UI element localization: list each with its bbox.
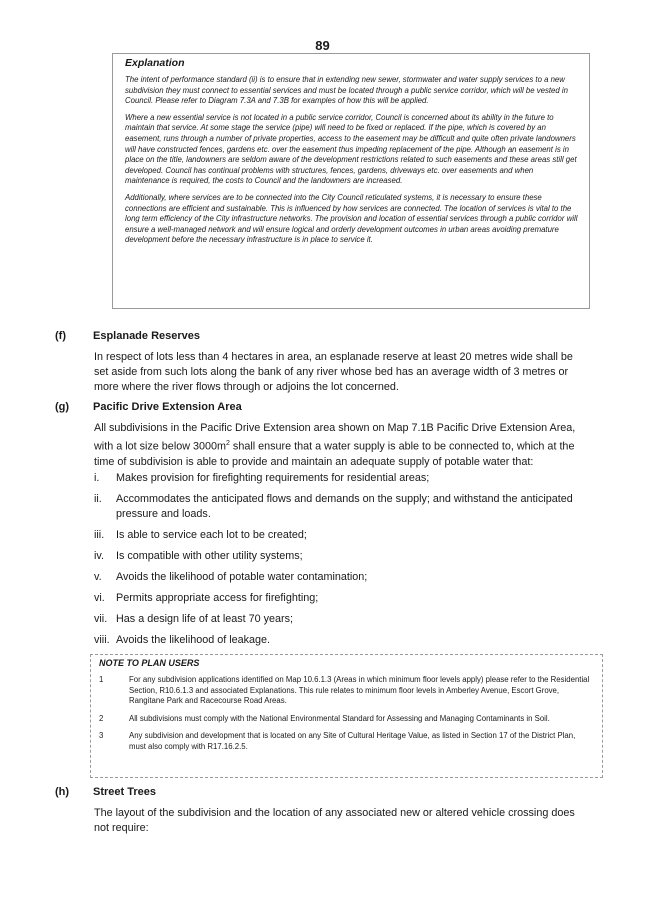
note-row: 2 All subdivisions must comply with the National Environmental Standard for Assessing and Managing Contaminants in Soil.: [99, 713, 550, 723]
list-item: iii. Is able to service each lot to be created;: [94, 529, 307, 541]
list-item: ii. Accommodates the anticipated flows and demands on the supply; and withstand the anticipated pressure and loads.: [94, 493, 573, 520]
explanation-paragraph: The intent of performance standard (ii) is to ensure that in extending new sewer, stormwater and water supply services to a new subdivision they must connect to essential services and must be located through a public service corridor, which will be vested in Council. Please refer to Diagram 7.3A and 7.3B for examples of how this will be applied.: [125, 75, 568, 106]
section-f-title: Esplanade Reserves: [93, 330, 201, 342]
list-item: vii. Has a design life of at least 70 years;: [94, 613, 294, 625]
section-f-body: In respect of lots less than 4 hectares in area, an esplanade reserve at least 20 metres wide shall be set aside from such lots along the bank of any river whose bed has an average width of 3 metres or more where the river flows through or adjoins the lot concerned.: [94, 351, 573, 393]
explanation-paragraph: Where a new essential service is not located in a public service corridor, Council is concerned about its ability in the future to maintain that service. At some stage the service (pipe) will need to be fixed or replaced. If the pipe, which is covered by an easement, runs through a number of private properties, access to the easement may be difficult and quite often private landowners will have constructed fences, gardens etc. over the easement thus impeding replacement of the pipe. Although an easement is in place on the title, landowners are seldom aware of the development restrictions related to such easements and these areas still get developed. Council has continual problems with structures, fences, gardens, driveways etc. over easements and when maintenance is required, the costs to Council and the landowners are increased.: [125, 112, 577, 186]
section-h-title: Street Trees: [93, 786, 156, 798]
list-item: viii. Avoids the likelihood of leakage.: [94, 634, 271, 646]
section-f-letter: (f): [55, 330, 66, 342]
section-g-letter: (g): [55, 401, 70, 413]
page-number: 89: [315, 38, 330, 53]
section-h-body: The layout of the subdivision and the location of any associated new or altered vehicle crossing does not require:: [94, 807, 575, 834]
section-g-heading: [55, 401, 242, 413]
explanation-title: Explanation: [125, 57, 185, 69]
list-item: iv. Is compatible with other utility systems;: [94, 550, 303, 562]
note-row: 1 For any subdivision applications identified on Map 10.6.1.3 (Areas in which minimum floor levels apply) please refer to the Residential Section, R10.6.1.3 and associated Explanations. This rule relates to minimum floor levels in Amberley Avenue, Escort Grove, Rangitane Park and Racecourse Road Areas.: [99, 675, 590, 705]
note-to-plan-users-box: [90, 654, 603, 778]
section-g-title: Pacific Drive Extension Area: [93, 401, 242, 413]
section-h-letter: (h): [55, 786, 70, 798]
section-g-intro: All subdivisions in the Pacific Drive Extension area shown on Map 7.1B Pacific Drive Extension Area, with a lot size below $3000m^2$ shall ensure that a water supply is able to be connected to, which at the time of subdivision is able to provide and maintain an adequate supply of potable water that:: [94, 422, 576, 468]
explanation-box: [112, 53, 590, 309]
note-row: 3 Any subdivision and development that is located on any Site of Cultural Heritage Value, as listed in Section 17 of the District Plan, must also comply with R17.16.2.5.: [99, 731, 576, 751]
list-item: v. Avoids the likelihood of potable water contamination;: [94, 571, 368, 583]
explanation-paragraph: Additionally, where services are to be connected into the City Council reticulated systems, it is necessary to ensure these connections are efficient and sustainable. This is influenced by how services are connected. The location of services is vital to the long term efficiency of the City infrastructure networks. The provision and location of essential services through a public corridor will ensure a well-managed network and will ensure logical and orderly development outcomes in urban areas avoiding premature development before the necessary infrastructure is in place to service it.: [125, 192, 578, 245]
list-item: vi. Permits appropriate access for firefighting;: [94, 592, 319, 604]
list-item: i. Makes provision for firefighting requirements for residential areas;: [94, 472, 430, 484]
section-f-heading: [55, 330, 200, 342]
note-title: NOTE TO PLAN USERS: [99, 658, 200, 668]
section-h-heading: [55, 786, 156, 798]
